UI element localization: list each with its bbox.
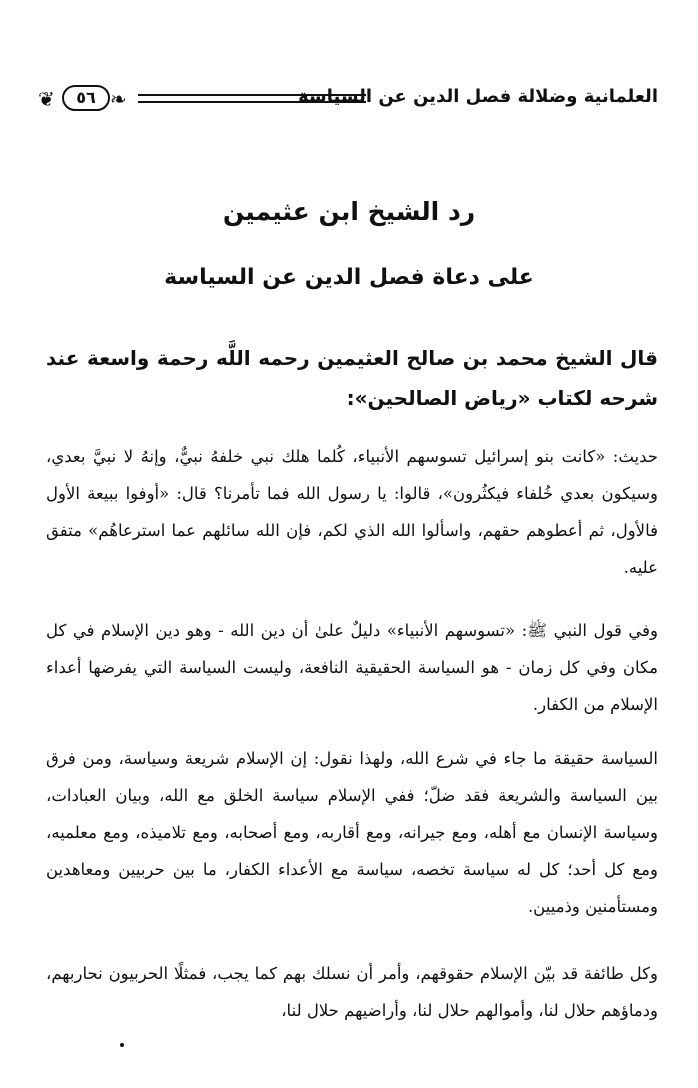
paragraph-politics: السياسة حقيقة ما جاء في شرع الله، ولهذا نقول: إن الإسلام شريعة وسياسة، ومن فرق بين السياسة والشريعة فقد ضلّ؛ ففي الإسلام سياسة الخلق مع الله، وبيان العبادات، وسياسة الإنسان مع أهله، ومع جيرانه، ومع أقاربه، ومع أصحابه، ومع تلاميذه، ومع معلميه، ومع كل أحد؛ كل له سياسة تخصه، سياسة مع الأعداء الكفار، ما بين حربيين ومعاهدين ومستأمنين وذميين. [46, 749, 658, 916]
section-subtitle: على دعاة فصل الدين عن السياسة [164, 265, 534, 290]
paragraph-groups: وكل طائفة قد بيّن الإسلام حقوقهم، وأمر أن نسلك بهم كما يجب، فمثلًا الحربيون نحاربهم، ودماؤهم حلال لنا، وأموالهم حلال لنا، وأراضيهم حلال لنا، [46, 964, 658, 1020]
page-number: ٥٦ [62, 85, 110, 111]
page-header [38, 84, 658, 114]
ornament-left-icon: ❦ [38, 87, 55, 111]
page-dot [120, 1043, 124, 1047]
paragraph-commentary: وفي قول النبي ﷺ: «تسوسهم الأنبياء» دليلٌ علىٰ أن دين الله - وهو دين الإسلام في كل مكان وفي كل زمان - هو السياسة الحقيقية النافعة، وليست السياسة التي يفرضها أعداء الإسلام من الكفار. [46, 621, 658, 714]
running-header-title: العلمانية وضلالة فصل الدين عن السياسة [298, 86, 658, 107]
paragraph-hadith: حديث: «كانت بنو إسرائيل تسوسهم الأنبياء، كُلما هلك نبي خلفهُ نبيٌّ، وإنهُ لا نبيَّ بعدي، وسيكون بعدي خُلفاء فيكثُرون»، قالوا: يا رسول الله فما تأمرنا؟ قال: «أوفوا ببيعة الأول فالأول، ثم أعطوهم حقهم، واسألوا الله الذي لكم، فإن الله سائلهم عما استرعاهُم» متفق عليه. [46, 447, 658, 577]
section-title: رد الشيخ ابن عثيمين [222, 197, 476, 226]
ornament-right-icon: ❧ [110, 87, 127, 111]
intro-paragraph: قال الشيخ محمد بن صالح العثيمين رحمه اللَّه رحمة واسعة عند شرحه لكتاب «رياض الصالحين»: [46, 346, 658, 410]
